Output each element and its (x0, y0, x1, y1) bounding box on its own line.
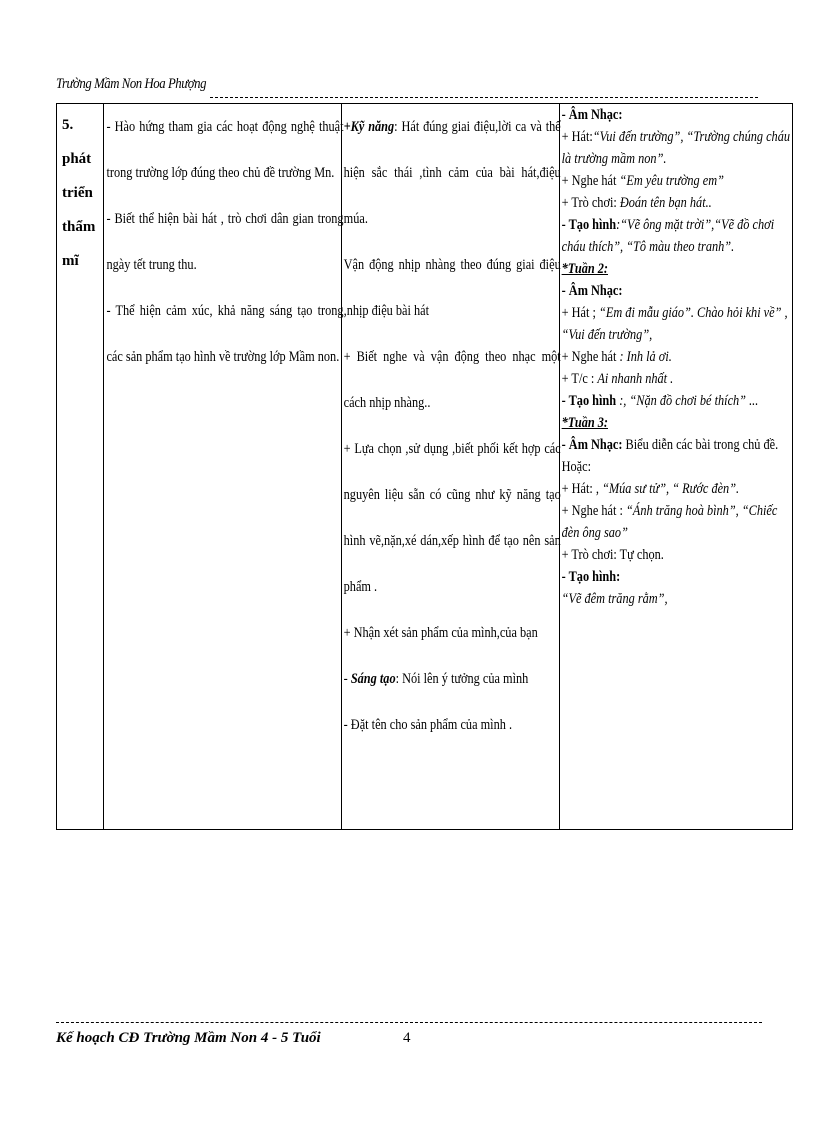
footer-title: Kế hoạch CĐ Trường Mầm Non 4 - 5 Tuổi (56, 1030, 321, 1046)
music-heading: - Âm Nhạc: (561, 107, 623, 123)
goals-cell (104, 104, 342, 830)
activity-line: + Nghe hát : Inh lả ơi. (561, 349, 672, 365)
activity-line: + Nghe hát : “Ánh trăng hoà bình”, “Chiếc đèn ông sao” (561, 503, 778, 541)
music-heading: - Âm Nhạc: (561, 283, 623, 299)
domain-line: thẩm (62, 219, 96, 235)
activity-line: + Hát:“Vui đến trường”, “Trường chúng cháu là trường mầm non”. (561, 129, 791, 167)
page-header: Trường Mầm Non Hoa Phượng (56, 76, 207, 92)
domain-line: mĩ (62, 253, 79, 269)
week-heading: *Tuần 3: (561, 415, 609, 431)
goal-item: - Hào hứng tham gia các hoạt động nghệ thuật trong trường lớp đúng theo chủ đề trường Mn. (106, 119, 344, 181)
activity-line: + Trò chơi: Tự chọn. (561, 547, 664, 563)
skill-paragraph: +Kỹ năng: Hát đúng giai điệu,lời ca và thể hiện sắc thái ,tình cảm của bài hát,điệu múa. (343, 119, 561, 227)
activity-line: + Trò chơi: Đoán tên bạn hát.. (561, 195, 712, 211)
domain-cell (57, 104, 104, 830)
skills-cell (342, 104, 560, 830)
skill-paragraph: + Nhận xét sản phẩm của mình,của bạn (343, 625, 538, 641)
skill-paragraph: + Lựa chọn ,sử dụng ,biết phối kết hợp các nguyên liệu sẵn có cũng như kỹ năng tạo hình vẽ,nặn,xé dán,xếp hình để tạo nên sản phẩm . (343, 441, 561, 595)
skill-paragraph: - Đặt tên cho sản phẩm của mình . (343, 717, 513, 733)
plan-table (56, 103, 793, 830)
activity-line: + Hát: , “Múa sư tử”, “ Rước đèn”. (561, 481, 740, 497)
activity-line: “Vẽ đêm trăng rằm”, (561, 591, 668, 607)
activity-line: + Nghe hát “Em yêu trường em” (561, 173, 724, 189)
week-heading: *Tuần 2: (561, 261, 609, 277)
skill-paragraph: + Biết nghe và vận động theo nhạc một cách nhịp nhàng.. (343, 349, 561, 411)
table-row (57, 104, 793, 830)
domain-line: phát (62, 151, 92, 167)
activity-line: - Âm Nhạc: Biểu diễn các bài trong chủ đề. Hoặc: (561, 437, 779, 475)
activity-line: + T/c : Ai nhanh nhất . (561, 371, 674, 387)
creativity-label: Sáng tạo (350, 671, 396, 687)
activities-cell (560, 104, 793, 830)
activity-line: - Tạo hình :, “Nặn đồ chơi bé thích” ... (561, 393, 759, 409)
activity-line: + Hát ; “Em đi mẫu giáo”. Chào hỏi khi về” , “Vui đến trường”, (561, 305, 788, 343)
goal-item: - Thể hiện cảm xúc, khả năng sáng tạo trong các sản phẩm tạo hình về trường lớp Mầm non. (106, 303, 344, 365)
domain-line: 5. (62, 117, 74, 133)
domain-line: triển (62, 185, 93, 201)
skills-label: +Kỹ năng (343, 119, 395, 135)
goal-item: - Biết thể hiện bài hát , trò chơi dân gian trong ngày tết trung thu. (106, 211, 344, 273)
skill-paragraph: Vận động nhịp nhàng theo đúng giai điệu ,nhịp điệu bài hát (343, 257, 561, 319)
footer-divider (56, 1022, 762, 1023)
art-heading: - Tạo hình: (561, 569, 621, 585)
header-divider (210, 97, 758, 98)
page-number: 4 (403, 1030, 411, 1046)
skill-paragraph: - Sáng tạo: Nói lên ý tưởng của mình (343, 671, 529, 687)
activity-line: - Tạo hình:“Vẽ ông mặt trời”,“Vẽ đồ chơi cháu thích”, “Tô màu theo tranh”. (561, 217, 775, 255)
